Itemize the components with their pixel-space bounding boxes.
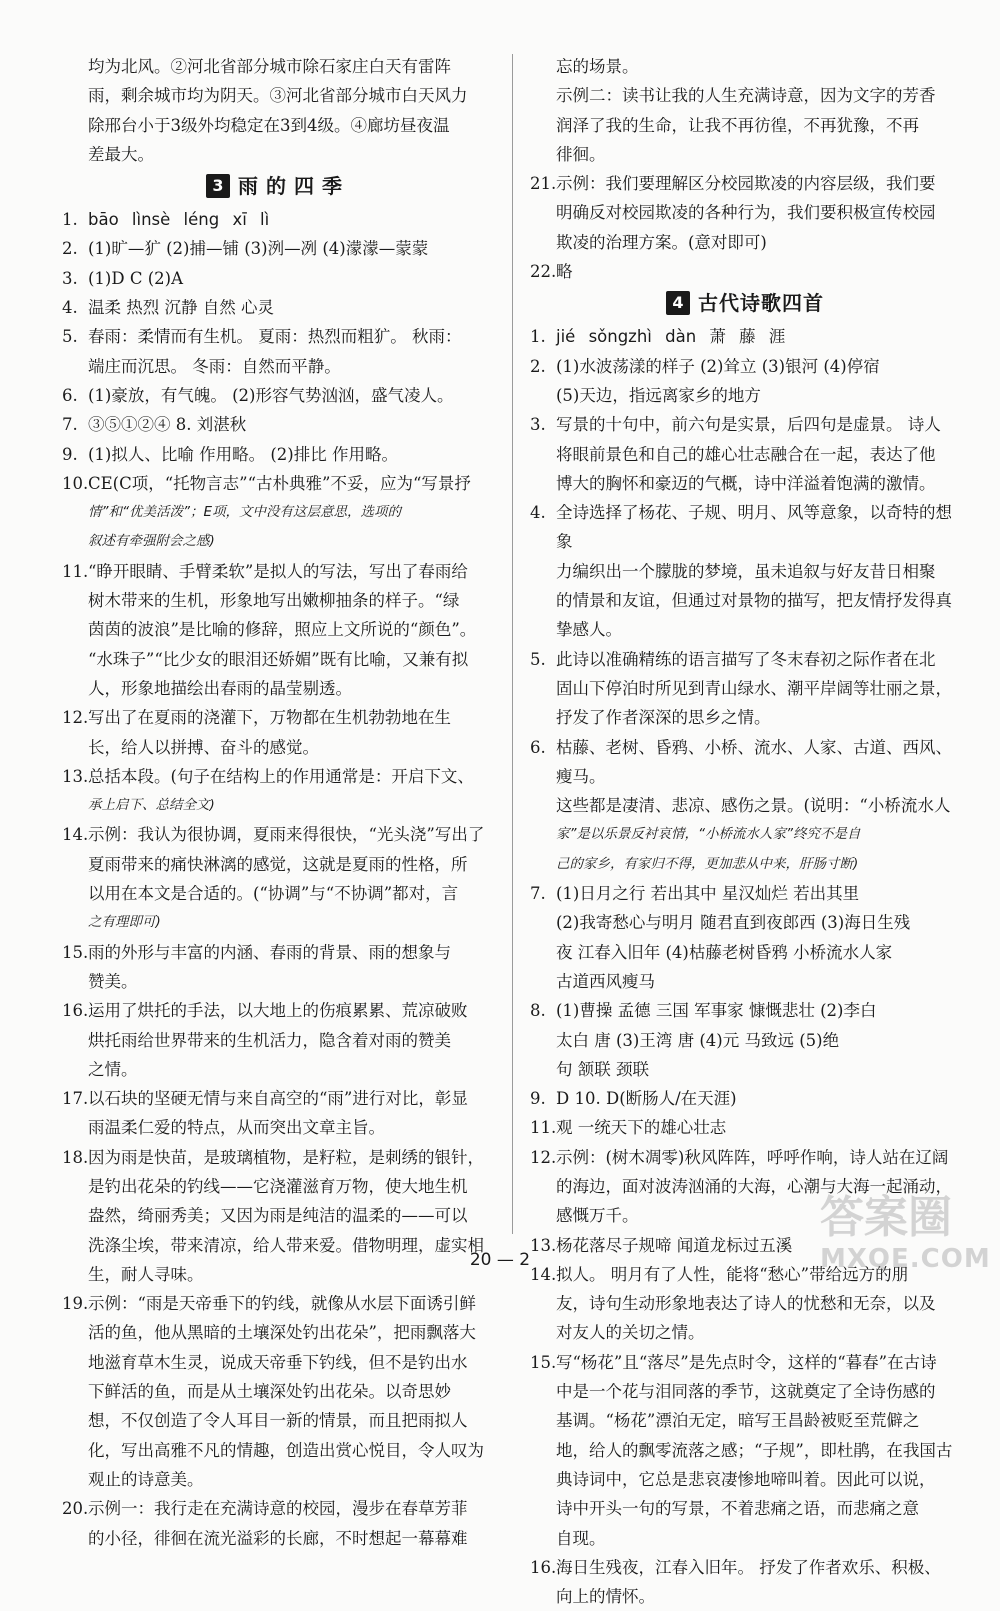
item-number: 2. [530,356,546,376]
text-line: 除邢台小于3级外均稳定在3到4级。④廊坊昼夜温 [88,115,450,135]
item-continuation: 诗中开头一句的写景，不着悲痛之语，而悲痛之意 [556,1499,919,1519]
answer-item-7 [530,879,960,908]
item-continuation: (2)我寄愁心与明月 随君直到夜郎西 (3)海日生残 [556,913,911,933]
answer-item-8 [530,996,960,1025]
item-text: 观 一统天下的雄心壮志 [556,1118,727,1138]
item-continuation: 生，耐人寻味。 [88,1264,204,1284]
item-continuation: 明确反对校园欺凌的各种行为，我们要积极宣传校园 [556,203,936,223]
item-number: 13. [62,766,89,786]
item-text: 因为雨是快苗，是玻璃植物，是籽粒，是刺绣的银针， [88,1147,484,1167]
item-text: 略 [556,262,573,282]
item-text: (1)日月之行 若出其中 星汉灿烂 若出其里 [556,884,860,904]
item-continuation: 将眼前景色和自己的雄心壮志融合在一起，表达了他 [556,444,936,464]
answer-item-19 [62,1289,494,1318]
answer-item-16 [62,996,494,1025]
item-number: 11. [530,1118,557,1138]
answer-item-9 [530,1084,960,1113]
item-number: 5. [530,649,546,669]
item-continuation: 地，给人的飘零流落之感；“子规”，即杜鹃，在我国古 [556,1440,953,1460]
item-continuation: 雨温柔仁爱的特点，从而突出文章主旨。 [88,1118,385,1138]
section-title: 雨的四季 [238,174,350,199]
answer-item-7 [62,410,494,439]
item-continuation: 赞美。 [88,971,138,991]
answer-item-18 [62,1143,494,1172]
item-text: 以石块的坚硬无情与来自高空的“雨”进行对比，彰显 [88,1089,468,1109]
item-continuation: 句 颔联 颈联 [556,1059,649,1079]
answer-item-3 [530,410,960,439]
page-number: 20 — 2 [469,1250,531,1270]
item-number: 22. [530,262,557,282]
section-heading-4 [530,288,960,319]
item-continuation: 这些都是凄清、悲凉、感伤之景。(说明：“小桥流水人 [556,796,951,816]
answer-item-20 [62,1494,494,1523]
item-text: (1)水波荡漾的样子 (2)耸立 (3)银河 (4)停宿 [556,356,880,376]
item-continuation: 基调。“杨花”漂泊无定，暗写王昌龄被贬至荒僻之 [556,1411,920,1431]
item-continuation: 人，形象地描绘出春雨的晶莹剔透。 [88,678,352,698]
answer-item-15 [530,1348,960,1377]
item-text: 此诗以准确精练的语言描写了冬末春初之际作者在北 [556,649,936,669]
answer-item-12 [530,1143,960,1172]
item-number: 9. [62,444,78,464]
item-continuation: 洗涤尘埃，带来清凉，给人带来爱。借物明理，虚实相 [88,1235,484,1255]
answer-item-4 [62,293,494,322]
item-text: 杨花落尽子规啼 闻道龙标过五溪 [556,1235,793,1255]
item-text: 温柔 热烈 沉静 自然 心灵 [88,298,274,318]
item-number: 19. [62,1294,89,1314]
item-continuation: 长，给人以拼搏、奋斗的感觉。 [88,737,319,757]
item-number: 1. [62,210,78,230]
section-number-badge: 4 [666,291,690,315]
item-number: 6. [62,385,78,405]
answer-item-5 [62,322,494,351]
item-number: 1. [530,327,546,347]
item-number: 20. [62,1499,89,1519]
item-note: 承上启下、总结全文) [88,797,215,814]
column-divider [512,54,513,1234]
item-continuation: “水珠子”“比少女的眼泪还娇媚”既有比喻，又兼有拟 [88,649,469,669]
item-continuation: 示例二：读书让我的人生充满诗意，因为文字的芳香 [556,86,936,106]
item-text: (1)旷—犷 (2)捕—铺 (3)洌—冽 (4)濛濛—蒙蒙 [88,239,429,259]
item-text: (1)拟人、比喻 作用略。 (2)排比 作用略。 [88,444,398,464]
item-continuation: 茵茵的波浪”是比喻的修辞，照应上文所说的“颜色”。 [88,620,477,640]
answer-item-12 [62,703,494,732]
answer-item-1 [530,322,960,351]
item-number: 11. [62,561,89,581]
item-continuation: 友，诗句生动形象地表达了诗人的忧愁和无奈，以及 [556,1294,936,1314]
item-text: 运用了烘托的手法，以大地上的伤痕累累、荒凉破败 [88,1001,468,1021]
answer-item-10 [62,469,494,498]
item-number: 16. [62,1001,89,1021]
item-continuation: 烘托雨给世界带来的生机活力，隐含着对雨的赞美 [88,1030,451,1050]
item-continuation: 化，写出高雅不凡的情趣，创造出赏心悦目，令人叹为 [88,1440,484,1460]
item-number: 6. [530,737,546,757]
answer-item-13 [62,762,494,791]
item-continuation: 忘的场景。 [556,57,639,76]
item-continuation: 抒发了作者深深的思乡之情。 [556,708,771,728]
watermark-url: MXQE.COM [820,1244,991,1274]
item-note: 情”和“优美活泼”；E项，文中没有这层意思，选项的 [88,504,402,521]
text-line: 均为北风。②河北省部分城市除石家庄白天有雷阵 [88,57,451,76]
item-continuation: 挚感人。 [556,620,622,640]
item-continuation: 观止的诗意美。 [88,1469,204,1489]
answer-item-14 [62,820,494,849]
item-continuation: 是钓出花朵的钓线——它浇灌滋育万物，使大地生机 [88,1176,468,1196]
item-continuation: 向上的情怀。 [556,1587,655,1607]
right-column [530,52,960,1611]
item-text: 雨的外形与丰富的内涵、春雨的背景、雨的想象与 [88,942,451,962]
answer-item-22 [530,257,960,286]
answer-item-15 [62,938,494,967]
item-number: 13. [530,1235,557,1255]
item-continuation: 古道西风瘦马 [556,971,655,991]
item-number: 7. [62,415,78,435]
item-continuation: 端庄而沉思。 冬雨：自然而平静。 [88,356,341,376]
item-continuation: 之情。 [88,1059,138,1079]
item-text: 枯藤、老树、昏鸦、小桥、流水、人家、古道、西风、瘦马。 [556,737,952,786]
item-continuation: 徘徊。 [556,144,606,164]
item-note: 己的家乡，有家归不得，更加悲从中来，肝肠寸断) [556,855,859,872]
item-text: D 10. D(断肠人/在天涯) [556,1089,737,1109]
item-continuation: 以用在本文是合适的。(“协调”与“不协调”都对，言 [88,884,459,904]
item-continuation: 对友人的关切之情。 [556,1323,705,1343]
item-continuation: 博大的胸怀和豪迈的气概，诗中洋溢着饱满的激情。 [556,473,936,493]
answer-item-9 [62,440,494,469]
answer-item-17 [62,1084,494,1113]
item-number: 15. [530,1352,557,1372]
site-watermark [820,1192,990,1284]
item-number: 2. [62,239,78,259]
item-text: “睁开眼睛、手臂柔软”是拟人的写法，写出了春雨给 [88,561,468,581]
item-text: bāo lìnsè léng xī lì [88,210,270,230]
item-number: 3. [62,268,78,288]
item-continuation: 典诗词中，它总是悲哀凄惨地啼叫着。因此可以说， [556,1469,936,1489]
answer-item-11 [62,557,494,586]
item-number: 14. [62,825,89,845]
item-text: 海日生残夜，江春入旧年。 抒发了作者欢乐、积极、 [556,1557,941,1577]
item-text: (1)D C (2)A [88,268,184,288]
item-continuation: 夏雨带来的痛快淋漓的感觉，这就是夏雨的性格，所 [88,854,468,874]
item-text: 示例：“雨是天帝垂下的钓线，就像从水层下面诱引鲜 [88,1294,476,1314]
item-number: 14. [530,1264,557,1284]
item-number: 7. [530,884,546,904]
item-text: 示例一：我行走在充满诗意的校园，漫步在春草芳菲 [88,1499,468,1519]
item-text: 示例：我们要理解区分校园欺凌的内容层级，我们要 [556,174,936,194]
answer-item-11 [530,1113,960,1142]
answer-item-2 [530,352,960,381]
item-continuation: 地滋育草木生灵，说成天帝垂下钓线，但不是钓出水 [88,1352,468,1372]
item-continuation: 活的鱼，他从黑暗的土壤深处钓出花朵”，把雨飘落大 [88,1323,476,1343]
text-line: 雨，剩余城市均为阴天。③河北省部分城市白天风力 [88,86,468,106]
item-number: 15. [62,942,89,962]
item-continuation: 自现。 [556,1528,606,1548]
item-continuation: (5)天边，指远离家乡的地方 [556,385,761,405]
item-text: 示例：我认为很协调，夏雨来得很快，“光头浇”写出了 [88,825,485,845]
item-number: 8. [530,1001,546,1021]
item-number: 18. [62,1147,89,1167]
item-continuation: 的情景和友谊，但通过对景物的描写，把友情抒发得真 [556,591,952,611]
item-number: 17. [62,1089,89,1109]
item-text: 写出了在夏雨的浇灌下，万物都在生机勃勃地在生 [88,708,451,728]
item-text: 拟人。 明月有了人性，能将“愁心”带给远方的朋 [556,1264,909,1284]
item-text: 写“杨花”且“落尽”是先点时令，这样的“暮春”在古诗 [556,1352,937,1372]
item-continuation: 欺凌的治理方案。(意对即可) [556,232,767,252]
item-note: 叙述有牵强附会之感) [88,533,215,550]
item-continuation: 想，不仅创造了令人耳目一新的情景，而且把雨拟人 [88,1411,468,1431]
item-number: 4. [530,503,546,523]
item-continuation: 润泽了我的生命，让我不再彷徨，不再犹豫，不再 [556,115,919,135]
answer-item-4 [530,498,960,557]
answer-item-1 [62,205,494,234]
item-continuation: 的小径，徘徊在流光溢彩的长廊，不时想起一幕幕难 [88,1528,468,1548]
item-continuation: 盎然，绮丽秀美；又因为雨是纯洁的温柔的——可以 [88,1206,468,1226]
item-number: 10. [62,473,89,493]
answer-item-3 [62,264,494,293]
answer-item-2 [62,234,494,263]
item-continuation: 下鲜活的鱼，而是从土壤深处钓出花朵。以奇思妙 [88,1382,451,1402]
item-note: 之有理即可) [88,914,161,931]
text-line: 差最大。 [88,144,154,164]
answer-item-6 [62,381,494,410]
item-note: 家”是以乐景反衬哀情，“小桥流水人家”终究不是自 [556,826,861,843]
item-text: jié sǒngzhì dàn 萧 藤 涯 [556,327,786,347]
item-text: 总括本段。(句子在结构上的作用通常是：开启下文、 [88,766,474,786]
item-number: 21. [530,174,557,194]
item-number: 9. [530,1089,546,1109]
answer-item-16 [530,1553,960,1582]
item-text: 示例：(树木凋零)秋风阵阵，呼呼作响，诗人站在辽阔 [556,1147,949,1167]
item-text: (1)豪放，有气魄。 (2)形容气势汹汹，盛气凌人。 [88,385,454,405]
item-number: 3. [530,415,546,435]
item-number: 4. [62,298,78,318]
item-text: ③⑤①②④ 8. 刘湛秋 [88,415,247,435]
item-text: 写景的十句中，前六句是实景，后四句是虚景。 诗人 [556,415,941,435]
item-continuation: 的海边，面对波涛汹涌的大海，心潮与大海一起涌动， [556,1176,952,1196]
item-text: (1)曹操 孟德 三国 军事家 慷慨悲壮 (2)李白 [556,1001,877,1021]
item-text: CE(C项，“托物言志”“古朴典雅”不妥，应为“写景抒 [88,473,471,493]
section-heading-3 [62,171,494,202]
intro-paragraph [62,52,494,169]
item-continuation: 夜 江春入旧年 (4)枯藤老树昏鸦 小桥流水人家 [556,942,893,962]
item-continuation: 感慨万千。 [556,1206,639,1226]
item-number: 12. [62,708,89,728]
left-column [62,52,494,1553]
item-continuation: 固山下停泊时所见到青山绿水、潮平岸阔等壮丽之景， [556,678,952,698]
watermark-logo: 答案圈 [820,1192,952,1243]
answer-item-5 [530,645,960,674]
answer-item-21 [530,169,960,198]
item-number: 16. [530,1557,557,1577]
item-continuation: 中是一个花与泪同落的季节，这就奠定了全诗伤感的 [556,1382,936,1402]
item-text: 春雨：柔情而有生机。 夏雨：热烈而粗犷。 秋雨： [88,327,462,347]
item-continuation: 太白 唐 (3)王湾 唐 (4)元 马致远 (5)绝 [556,1030,840,1050]
item-number: 12. [530,1147,557,1167]
item-number: 5. [62,327,78,347]
item-continuation: 树木带来的生机，形象地写出嫩柳抽条的样子。“绿 [88,591,460,611]
item-continuation: 力编织出一个朦胧的梦境，虽未追叙与好友昔日相聚 [556,561,936,581]
section-title: 古代诗歌四首 [698,291,824,316]
item-text: 全诗选择了杨花、子规、明月、风等意象，以奇特的想象 [556,503,952,552]
section-number-badge: 3 [206,174,230,198]
answer-item-6 [530,733,960,792]
